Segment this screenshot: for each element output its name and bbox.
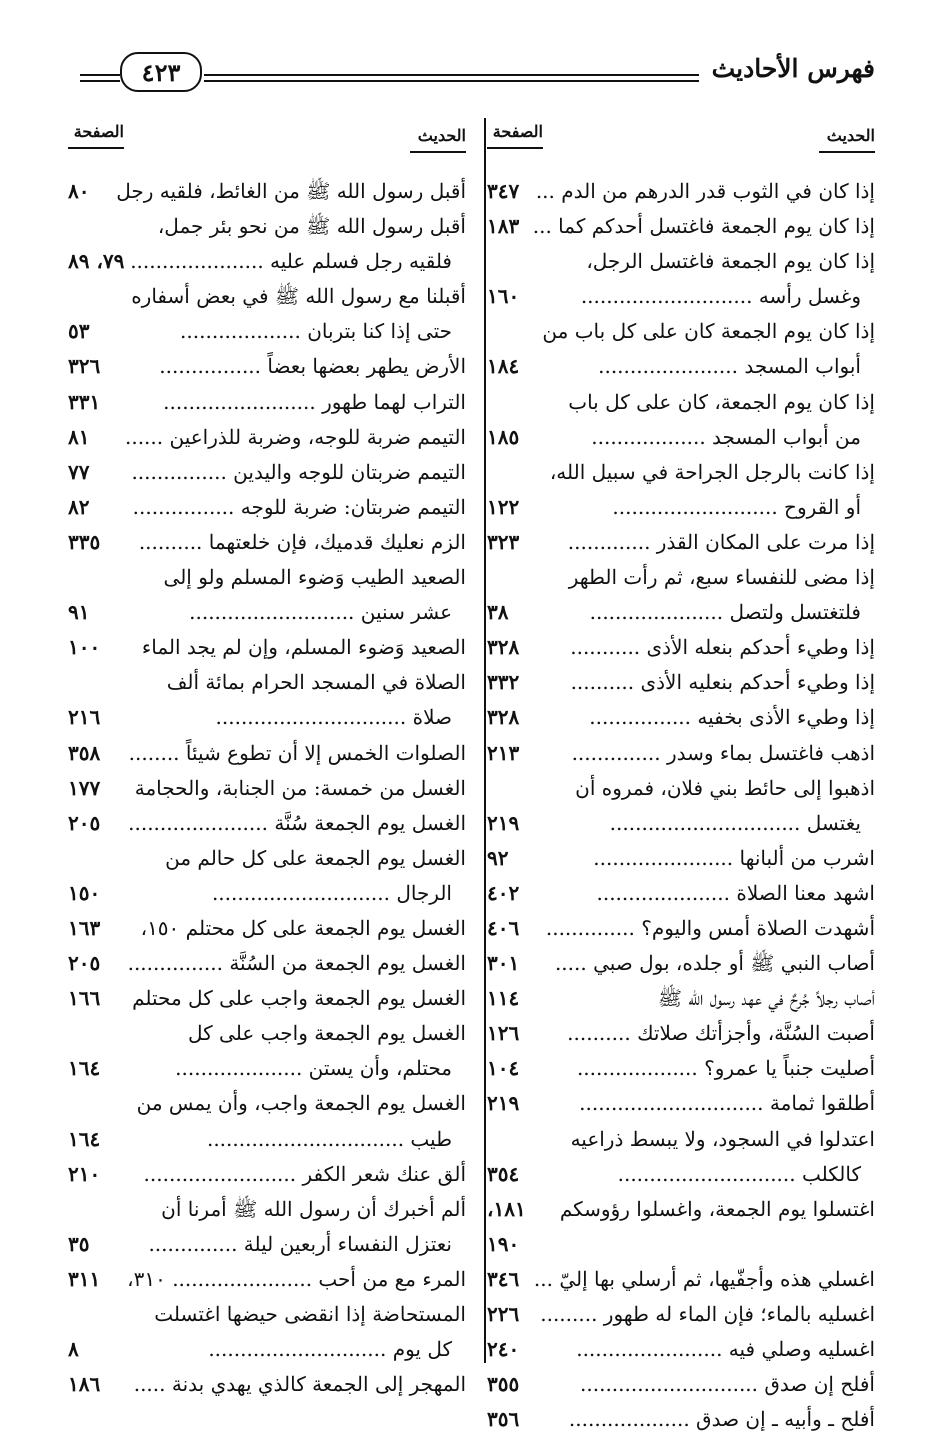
hadith-text: أبواب المسجد ...................... <box>598 354 861 379</box>
hadith-text: إذا كان يوم الجمعة فاغتسل أحدكم كما ... <box>532 214 875 239</box>
index-line <box>487 209 875 244</box>
hadith-text: التيمم ضربتان للوجه واليدين ............... <box>131 459 466 484</box>
index-line <box>487 911 875 946</box>
index-line <box>487 244 875 279</box>
index-line <box>487 1086 875 1121</box>
page-heading: الصفحة <box>487 122 543 149</box>
index-line <box>487 349 875 384</box>
hadith-text: أو القروح .......................... <box>612 494 861 519</box>
page-ref: ١٦٦ <box>68 986 101 1011</box>
index-line <box>487 314 875 349</box>
index-line <box>68 1227 466 1262</box>
hadith-text: التيمم ضربتان: ضربة للوجه ................ <box>132 494 466 519</box>
index-line <box>68 209 466 244</box>
index-line <box>487 665 875 700</box>
hadith-text: المهجر إلى الجمعة كالذي يهدي بدنة ..... <box>133 1372 466 1397</box>
index-line <box>68 911 466 946</box>
page-ref: ١٦٠ <box>487 284 520 309</box>
index-line <box>68 946 466 981</box>
page-ref: ١٨٥ <box>487 424 520 449</box>
index-column-left <box>68 118 466 1397</box>
index-line <box>487 1122 875 1157</box>
hadith-text: الصلاة في المسجد الحرام بمائة ألف <box>166 670 466 695</box>
header-rule-left-2 <box>80 80 120 82</box>
hadith-text: فلقيه رجل فسلم عليه ..................... <box>130 249 452 274</box>
page-ref: ١٢٦ <box>487 1021 520 1046</box>
hadith-text: اذهب فاغتسل بماء وسدر .............. <box>571 740 875 765</box>
hadith-text: أفلح ـ وأبيه ـ إن صدق ................... <box>568 1407 875 1432</box>
hadith-text: الغسل يوم الجمعة سُنَّة ...................... <box>128 810 466 835</box>
index-line <box>487 595 875 630</box>
index-line <box>487 981 875 1016</box>
page-ref: ١٦٤ <box>68 1056 101 1081</box>
hadith-text: الغسل يوم الجمعة على كل محتلم ١٥٠، <box>140 915 466 940</box>
hadith-text: نعتزل النفساء أربعين ليلة .............. <box>148 1231 452 1256</box>
page-number: ٤٢٣ <box>120 52 202 92</box>
index-line <box>487 420 875 455</box>
page-ref: ١٨٦ <box>68 1372 101 1397</box>
hadith-text: أصاب رجلاً جُرحٌ في عهد رسول الله ﷺ <box>657 986 875 1011</box>
header-rule-left <box>80 74 120 76</box>
hadith-text: إذا كان يوم الجمعة كان على كل باب من <box>542 319 875 344</box>
hadith-text: كل يوم ............................ <box>208 1337 452 1362</box>
hadith-text: الغسل من خمسة: من الجنابة، والحجامة <box>134 775 466 800</box>
page-ref: ١٠٠ <box>68 635 101 660</box>
hadith-text: أصبت السُنَّة، وأجزأتك صلاتك .......... <box>567 1021 875 1046</box>
hadith-text: اشرب من ألبانها ...................... <box>593 845 875 870</box>
header-rule-right-2 <box>204 80 699 82</box>
index-line <box>68 560 466 595</box>
index-line <box>68 174 466 209</box>
hadith-text: اذهبوا إلى حائط بني فلان، فمروه أن <box>575 775 875 800</box>
page-ref: ٨١ <box>68 424 90 449</box>
page-ref: ٣٥ <box>68 1231 90 1256</box>
hadith-text: التيمم ضربة للوجه، وضربة للذراعين ...... <box>124 424 466 449</box>
page-ref: ١٦٣ <box>68 915 101 940</box>
index-line <box>487 806 875 841</box>
hadith-text: صلاة .............................. <box>215 705 452 730</box>
hadith-text: وغسل رأسه ........................... <box>580 284 861 309</box>
hadith-text: الرجال ............................ <box>211 880 452 905</box>
page-ref: ٢١٠ <box>68 1161 101 1186</box>
index-line <box>68 595 466 630</box>
hadith-text: اغسليه بالماء؛ فإن الماء له طهور ......... <box>540 1302 875 1326</box>
index-line <box>68 1122 466 1157</box>
index-line <box>487 1297 875 1332</box>
hadith-text: أصليت جنباً يا عمرو؟ ................... <box>576 1056 875 1081</box>
hadith-heading: الحديث <box>819 126 875 153</box>
page-ref: ٣٠١ <box>487 951 520 976</box>
page-ref: ٣٥٨ <box>68 740 101 765</box>
page-ref: ٣٥٤ <box>487 1161 520 1186</box>
page-ref: ٩١ <box>68 600 90 625</box>
hadith-text: محتلم، وأن يستن .................... <box>175 1056 452 1081</box>
hadith-text: المرء مع من أحب ...................... ٣١٠، <box>127 1266 466 1291</box>
page-ref: ٢٤٠ <box>487 1337 520 1362</box>
hadith-text: إذا مرت على المكان القذر ............. <box>567 529 875 554</box>
entry-list <box>487 174 875 1437</box>
index-line <box>487 946 875 981</box>
page-ref: ٥٣ <box>68 319 90 344</box>
page-ref: ٣٤٦ <box>487 1266 520 1291</box>
index-line <box>68 1262 466 1297</box>
hadith-text: الزم نعليك قدميك، فإن خلعتهما .......... <box>138 529 466 554</box>
page-ref: ٢٠٥ <box>68 951 101 976</box>
hadith-text: إذا وطيء أحدكم بنعله الأذى ........... <box>570 635 875 660</box>
index-line <box>68 525 466 560</box>
index-line <box>487 1367 875 1402</box>
hadith-text: أطلقوا ثمامة ............................. <box>579 1091 875 1116</box>
hadith-text: أصاب النبي ﷺ أو جلده، بول صبي ..... <box>554 951 875 976</box>
hadith-text: اغسلي هذه وأجفّيها، ثم أرسلي بها إليّ ... <box>533 1266 875 1291</box>
index-line <box>68 420 466 455</box>
hadith-text: إذا كانت بالرجل الجراحة في سبيل الله، <box>549 459 875 484</box>
page-ref: ٤٠٢ <box>487 880 520 905</box>
page-ref: ٣٢٣ <box>487 529 520 554</box>
hadith-heading: الحديث <box>410 126 466 153</box>
column-header <box>487 118 875 174</box>
page-ref: ٨٠ <box>68 179 90 203</box>
page-ref: ٣٥٦ <box>487 1407 520 1432</box>
index-line <box>487 841 875 876</box>
index-line <box>487 279 875 314</box>
page-ref: ٨٢ <box>68 494 90 519</box>
page-ref: ٨ <box>68 1337 79 1362</box>
page-ref: ٣٣٢ <box>487 670 520 695</box>
hadith-text: المستحاضة إذا انقضى حيضها اغتسلت <box>154 1302 466 1326</box>
hadith-text: إذا وطيء أحدكم بنعليه الأذى .......... <box>570 670 875 695</box>
index-line <box>68 1332 466 1367</box>
page-ref: ٢١٦ <box>68 705 101 730</box>
header-rule-right <box>204 74 699 76</box>
index-line <box>487 385 875 420</box>
page-ref: ٣٢٦ <box>68 354 101 379</box>
page-ref: ٢٠٥ <box>68 810 101 835</box>
page-ref: ٢١٩ <box>487 1091 520 1116</box>
page-ref: ١٩٠ <box>487 1231 520 1256</box>
index-line <box>68 244 466 279</box>
page-ref: ١٦٤ <box>68 1126 101 1151</box>
hadith-text: أقبلنا مع رسول الله ﷺ في بعض أسفاره <box>131 284 466 309</box>
page-ref: ٧٧ <box>68 459 90 484</box>
hadith-text: إذا وطيء الأذى بخفيه ................ <box>589 705 875 730</box>
page-ref: ٢١٩ <box>487 810 520 835</box>
entry-list <box>68 174 466 1402</box>
hadith-text: أشهدت الصلاة أمس واليوم؟ .............. <box>545 915 875 940</box>
hadith-text: حتى إذا كنا بتربان ................... <box>180 319 452 344</box>
hadith-text: ألم أخبرك أن رسول الله ﷺ أمرنا أن <box>161 1196 466 1221</box>
page-ref: ٣٣٥ <box>68 529 101 554</box>
page-ref: ٣٨ <box>487 600 509 625</box>
hadith-text: إذا كان يوم الجمعة، كان على كل باب <box>568 389 875 414</box>
page-header <box>80 48 875 100</box>
hadith-text: يغتسل .............................. <box>609 810 861 835</box>
index-line <box>487 1051 875 1086</box>
page-ref: ٢٢٦ <box>487 1302 520 1326</box>
page-ref: ٣٢٨ <box>487 635 520 660</box>
index-line <box>487 736 875 771</box>
hadith-text: الأرض يطهر بعضها بعضاً ................ <box>159 354 466 379</box>
index-line <box>487 525 875 560</box>
page-ref: ٣٥٥ <box>487 1372 520 1397</box>
page-ref: ٧٩، ٨٩ <box>68 249 125 274</box>
index-line <box>68 700 466 735</box>
index-line <box>68 349 466 384</box>
index-line <box>487 174 875 209</box>
hadith-text: الغسل يوم الجمعة واجب على كل <box>188 1021 466 1046</box>
index-line <box>68 771 466 806</box>
page-ref: ١٧٧ <box>68 775 101 800</box>
hadith-text: اغتسلوا يوم الجمعة، واغسلوا رؤوسكم <box>559 1196 875 1221</box>
index-line <box>68 841 466 876</box>
index-line <box>68 1157 466 1192</box>
page-ref: ١١٤ <box>487 986 520 1011</box>
hadith-text: الصعيد الطيب وَضوء المسلم ولو إلى <box>163 565 466 590</box>
index-column-right <box>487 118 875 1432</box>
index-line <box>68 1016 466 1051</box>
hadith-text: ألق عنك شعر الكفر ........................ <box>143 1161 466 1186</box>
hadith-text: الصعيد وَضوء المسلم، وإن لم يجد الماء <box>141 635 466 660</box>
hadith-text: الغسل يوم الجمعة واجب على كل محتلم <box>132 986 466 1011</box>
index-line <box>487 1402 875 1437</box>
page-ref: ٢١٣ <box>487 740 520 765</box>
index-line <box>68 490 466 525</box>
page-ref: ١٠٤ <box>487 1056 520 1081</box>
index-line <box>68 455 466 490</box>
hadith-text: إذا مضى للنفساء سبع، ثم رأت الطهر <box>568 565 875 590</box>
hadith-text: الغسل يوم الجمعة من السُنَّة ............... <box>127 951 466 976</box>
hadith-text: اشهد معنا الصلاة ..................... <box>596 880 875 905</box>
page-ref: ٤٠٦ <box>487 915 520 940</box>
page-ref: ٣٣١ <box>68 389 101 414</box>
hadith-text: أفلح إن صدق ............................ <box>580 1372 875 1397</box>
index-line <box>68 981 466 1016</box>
index-line <box>68 279 466 314</box>
page-ref: ١٥٠ <box>68 880 101 905</box>
hadith-text: عشر سنين .......................... <box>189 600 452 625</box>
index-line <box>68 806 466 841</box>
index-line <box>487 630 875 665</box>
page-ref: ١٢٢ <box>487 494 520 519</box>
hadith-text: اغسليه وصلي فيه ....................... <box>576 1337 875 1362</box>
hadith-text: التراب لهما طهور ........................ <box>163 389 466 414</box>
column-divider <box>484 118 486 1363</box>
page-ref: ١٨١، <box>487 1196 526 1221</box>
hadith-text: إذا كان يوم الجمعة فاغتسل الرجل، <box>586 249 875 274</box>
hadith-text: طيب ............................... <box>206 1126 452 1151</box>
index-line <box>68 1297 466 1332</box>
index-line <box>68 1367 466 1402</box>
page-ref: ٣٢٨ <box>487 705 520 730</box>
index-line <box>487 1332 875 1367</box>
index-line <box>68 736 466 771</box>
index-line <box>487 876 875 911</box>
index-line <box>487 490 875 525</box>
page-heading: الصفحة <box>68 122 124 149</box>
index-line <box>487 455 875 490</box>
index-line <box>487 771 875 806</box>
page-ref: ١٨٤ <box>487 354 520 379</box>
index-line <box>487 560 875 595</box>
index-line <box>68 314 466 349</box>
hadith-text: أقبل رسول الله ﷺ من نحو بئر جمل، <box>157 214 466 239</box>
index-line <box>487 1227 875 1262</box>
index-line <box>68 1086 466 1121</box>
page-ref: ٩٢ <box>487 845 509 870</box>
index-line <box>487 700 875 735</box>
hadith-text: إذا كان في الثوب قدر الدرهم من الدم ... <box>535 179 875 203</box>
index-line <box>68 665 466 700</box>
index-line <box>68 876 466 911</box>
index-line <box>68 1192 466 1227</box>
hadith-text: فلتغتسل ولتصل ..................... <box>589 600 861 625</box>
page-ref: ٣١١ <box>68 1266 101 1291</box>
index-line <box>487 1262 875 1297</box>
hadith-text: الغسل يوم الجمعة واجب، وأن يمس من <box>136 1091 466 1116</box>
hadith-text: كالكلب ............................ <box>617 1161 861 1186</box>
hadith-text: الصلوات الخمس إلا أن تطوع شيئاً ........ <box>128 740 466 765</box>
page-ref: ١٨٣ <box>487 214 520 239</box>
column-header <box>68 118 466 174</box>
index-line <box>68 1051 466 1086</box>
index-line <box>487 1192 875 1227</box>
hadith-text: أقبل رسول الله ﷺ من الغائط، فلقيه رجل <box>116 179 466 203</box>
index-line <box>487 1016 875 1051</box>
hadith-text: اعتدلوا في السجود، ولا يبسط ذراعيه <box>570 1126 875 1151</box>
page-ref: ٣٤٧ <box>487 179 520 203</box>
hadith-text: الغسل يوم الجمعة على كل حالم من <box>165 845 466 870</box>
hadith-text: من أبواب المسجد .................. <box>591 424 861 449</box>
index-line <box>68 385 466 420</box>
running-title: فهرس الأحاديث <box>711 54 875 83</box>
index-line <box>68 630 466 665</box>
index-line <box>487 1157 875 1192</box>
